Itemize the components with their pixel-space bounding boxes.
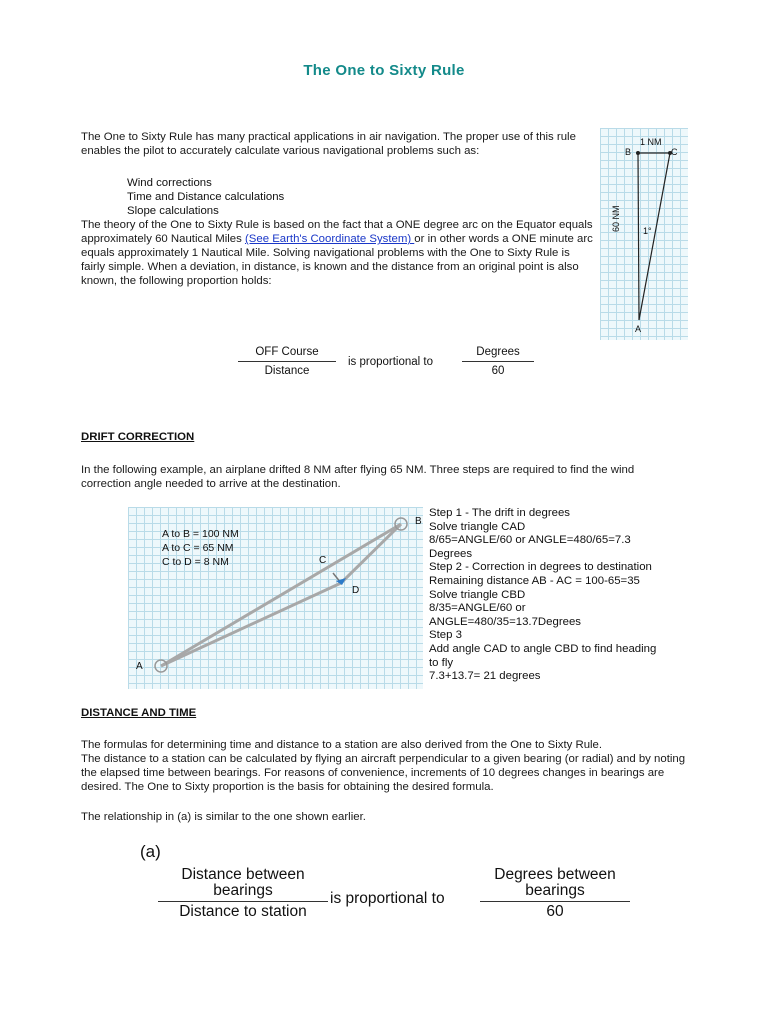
drift-intro-paragraph: In the following example, an airplane drifted 8 NM after flying 65 NM. Three steps are required to find the wind correction angle needed to arrive at the destination.: [81, 464, 635, 490]
step-line: Degrees: [429, 547, 473, 560]
theory-paragraph: [81, 218, 594, 288]
step-line: Solve triangle CBD: [429, 588, 526, 601]
formula2-right-num-line2: bearings: [525, 882, 585, 899]
drift-steps: [429, 507, 709, 684]
cd-distance-text: C to D = 8 NM: [162, 556, 229, 568]
formula1-left-fraction: [238, 346, 336, 377]
formula1-right-fraction: [462, 346, 534, 377]
step-line: 8/35=ANGLE/60 or: [429, 602, 526, 615]
theory-text-1: The theory of the One to Sixty Rule is based on the fact that a ONE degree arc on the Equator equals approximately 60 Nautical Miles: [81, 219, 593, 245]
label-60nm: 60 NM: [611, 205, 621, 232]
formula2-num-line1: Distance between: [181, 866, 305, 883]
step-line: to fly: [429, 656, 454, 669]
formula2-right-num-line1: Degrees between: [494, 866, 616, 883]
step-line: Remaining distance AB - AC = 100-65=35: [429, 574, 640, 587]
step-line: 7.3+13.7= 21 degrees: [429, 670, 541, 683]
ab-distance-text: A to B = 100 NM: [162, 528, 239, 540]
distance-time-line1: The formulas for determining time and distance to a station are also derived from the One to Sixty Rule.: [81, 739, 603, 751]
label-a: A: [635, 324, 642, 334]
list-item: Time and Distance calculations: [127, 191, 285, 203]
list-item: Slope calculations: [127, 205, 219, 217]
step-line: 8/65=ANGLE/60 or ANGLE=480/65=7.3: [429, 534, 631, 547]
one-to-sixty-diagram: [600, 128, 688, 340]
applications-list: [127, 176, 284, 218]
label-1nm: 1 NM: [640, 137, 662, 147]
formula1-middle: is proportional to: [348, 356, 434, 368]
drift-label-b: B: [415, 516, 422, 527]
ac-distance-text: A to C = 65 NM: [162, 542, 234, 554]
formula1-denominator: Distance: [264, 365, 310, 377]
distance-time-body: The distance to a station can be calculated by flying an aircraft perpendicular to a given bearing (or radial) and by noting the elapsed time between bearings. For reasons of convenience, increments of 10 degrees changes in bearings are desired. The One to Sixty proportion is the basis for obtaining the desired formula.: [81, 753, 686, 793]
formula2-label: (a): [140, 842, 161, 861]
formula2-left-fraction: [158, 867, 328, 920]
formula2-right-denominator: 60: [546, 903, 564, 920]
ac-line: [639, 153, 670, 320]
drift-label-c: C: [319, 555, 327, 566]
step-line: Solve triangle CAD: [429, 520, 526, 533]
formula2-denominator: Distance to station: [179, 903, 307, 920]
intro-paragraph: The One to Sixty Rule has many practical applications in air navigation. The proper use of this rule enables the pilot to accurately calculate various navigational problems such as:: [81, 131, 576, 157]
label-b: B: [625, 147, 632, 157]
drift-correction-heading: DRIFT CORRECTION: [81, 431, 195, 443]
relationship-paragraph: The relationship in (a) is similar to the one shown earlier.: [81, 811, 366, 823]
label-c: C: [671, 147, 678, 157]
theory-text-2: or in other words a ONE minute arc equals approximately 1 Nautical Mile. Solving navigational problems with the One to Sixty Rule is fairly simple. When a deviation, in distance, is known and the distance from an original point is also known, the following proportion holds:: [81, 233, 593, 287]
step-line: Step 2 - Correction in degrees to destination: [429, 561, 652, 574]
list-item: Wind corrections: [127, 177, 212, 189]
drift-label-d: D: [352, 585, 360, 596]
step-line: ANGLE=480/35=13.7Degrees: [429, 615, 581, 628]
drift-diagram: [128, 507, 423, 689]
step-line: Step 1 - The drift in degrees: [429, 507, 570, 519]
label-degree: 1°: [643, 226, 652, 236]
step-line: Step 3: [429, 629, 462, 642]
formula2-num-line2: bearings: [213, 882, 273, 899]
formula2-middle: is proportional to: [330, 890, 445, 907]
ad-track-line: [161, 583, 341, 666]
formula2-right-fraction: [480, 867, 630, 920]
drift-label-a: A: [136, 661, 143, 672]
ab-line: [638, 153, 639, 320]
step-line: Add angle CAD to angle CBD to find heading: [429, 642, 657, 655]
formula1-right-denominator: 60: [491, 365, 505, 377]
earth-coordinate-link[interactable]: (See Earth's Coordinate System): [244, 233, 415, 245]
distance-time-paragraph: [81, 738, 696, 794]
page-title: The One to Sixty Rule: [303, 62, 465, 79]
formula1-right-numerator: Degrees: [476, 346, 520, 358]
formula1-numerator: OFF Course: [255, 346, 319, 358]
drift-values: [162, 527, 239, 569]
distance-time-heading: DISTANCE AND TIME: [81, 707, 197, 719]
